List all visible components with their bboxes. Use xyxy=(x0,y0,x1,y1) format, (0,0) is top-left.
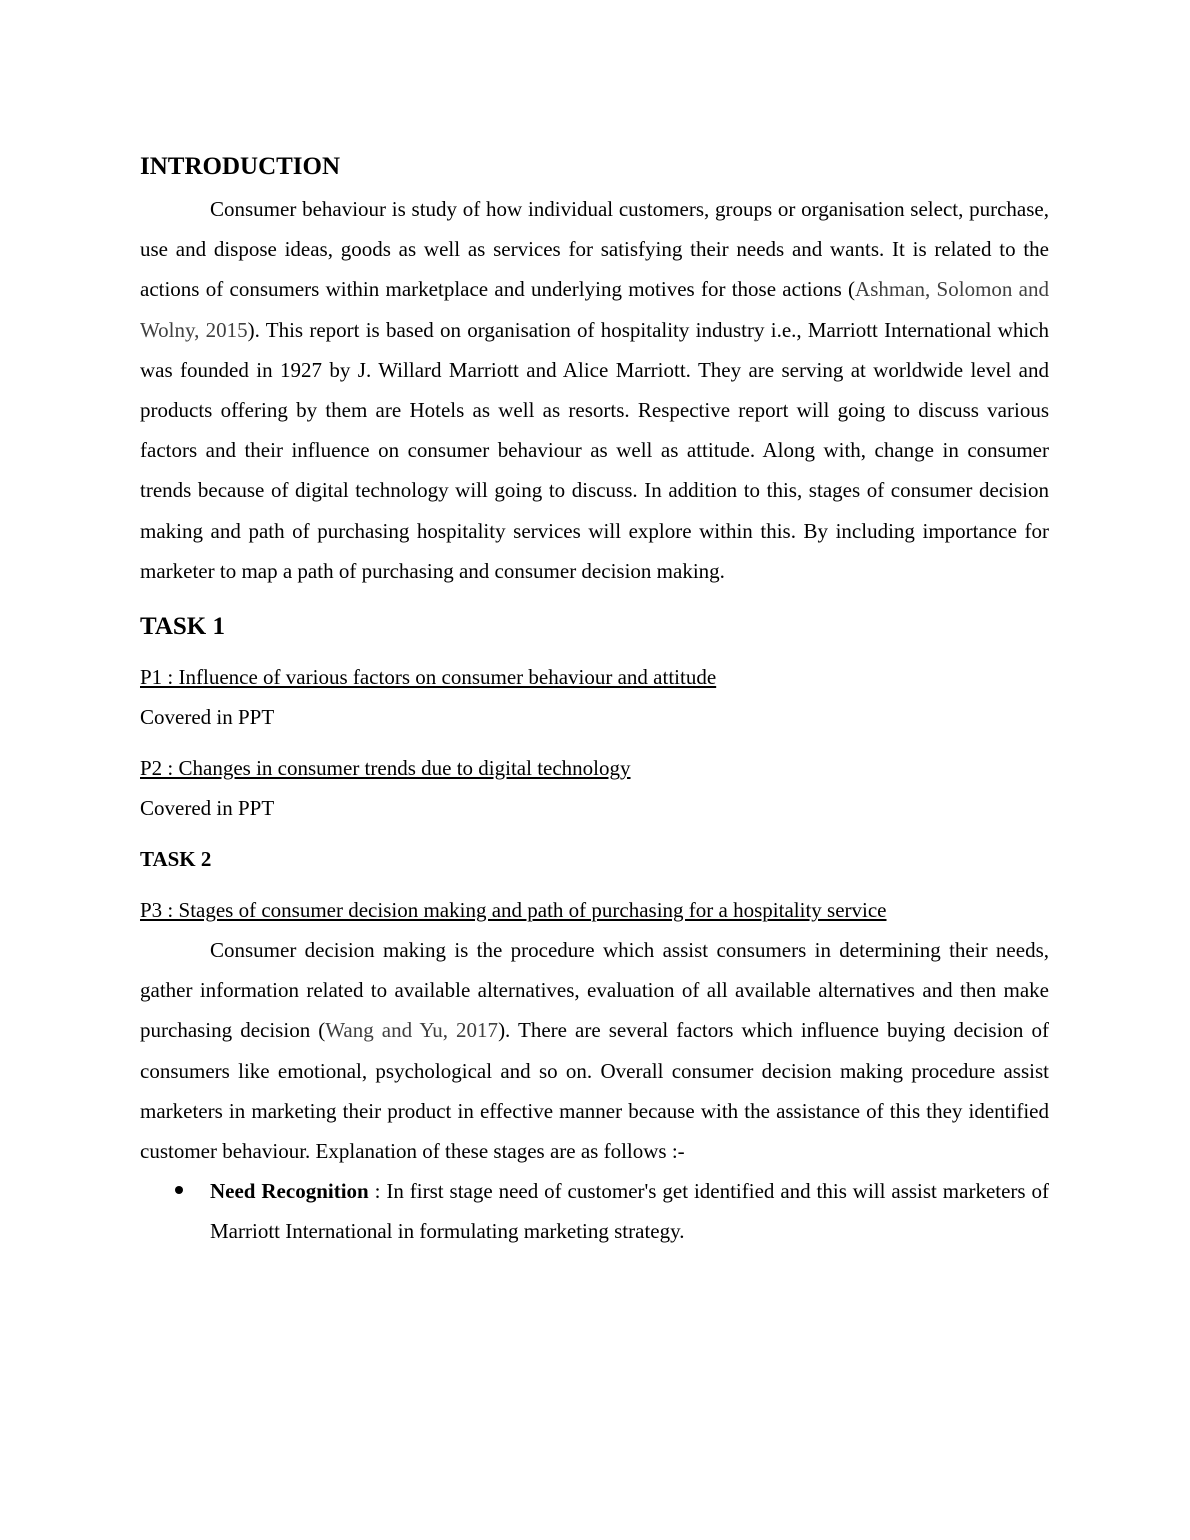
list-item xyxy=(140,1171,1049,1251)
bullet-text: : In first stage need of customer's get identified and this will assist marketers of Marriott International in formulating marketing strategy. xyxy=(210,1179,1049,1244)
intro-heading: INTRODUCTION xyxy=(140,153,341,180)
task1-heading: TASK 1 xyxy=(140,613,225,641)
p3-citation: Wang and Yu, 2017 xyxy=(325,1018,499,1043)
p3-text-b: ). There are several factors which influence buying decision of consumers like emotional, psychological and so on. Overall consumer decision making procedure assist marketers in marketing their product in effective manner because with the assistance of this they identified customer behaviour. Explanation of these stages are as follows :- xyxy=(140,1018,1049,1164)
stage-list xyxy=(140,1171,1049,1251)
p1-title: P1 : Influence of various factors on consumer behaviour and attitude xyxy=(140,665,717,690)
bullet-term: Need Recognition xyxy=(210,1179,369,1204)
p2-title: P2 : Changes in consumer trends due to digital technology xyxy=(140,756,631,781)
intro-citation: Ashman, Solomon and Wolny, 2015 xyxy=(140,277,1049,342)
task2-heading: TASK 2 xyxy=(140,847,212,872)
intro-text-b: ). This report is based on organisation of hospitality industry i.e., Marriott International which was founded in 1927 by J. Willard Marriott and Alice Marriott. They are serving at worldwide level and products offering by them are Hotels as well as resorts. Respective report will going to discuss various factors and their influence on consumer behaviour as well as attitude. Along with, change in consumer trends because of digital technology will going to discuss. In addition to this, stages of consumer decision making and path of purchasing hospitality services will explore within this. By including importance for marketer to map a path of purchasing and consumer decision making. xyxy=(140,317,1049,583)
bullet-icon xyxy=(175,1186,183,1194)
intro-text-a: Consumer behaviour is study of how individual customers, groups or organisation select, purchase, use and dispose ideas, goods as well as services for satisfying their needs and wants. It is related to the actions of consumers within marketplace and underlying motives for those actions ( xyxy=(140,197,1049,302)
document-page xyxy=(140,145,1049,1252)
p2-text: Covered in PPT xyxy=(140,796,275,821)
p3-paragraph xyxy=(140,930,1049,1171)
intro-paragraph xyxy=(140,189,1049,591)
p1-text: Covered in PPT xyxy=(140,705,275,730)
p3-title: P3 : Stages of consumer decision making and path of purchasing for a hospitality service xyxy=(140,898,887,923)
p3-text-a: Consumer decision making is the procedure which assist consumers in determining their needs, gather information related to available alternatives, evaluation of all available alternatives and then make purchasing decision ( xyxy=(140,938,1049,1043)
